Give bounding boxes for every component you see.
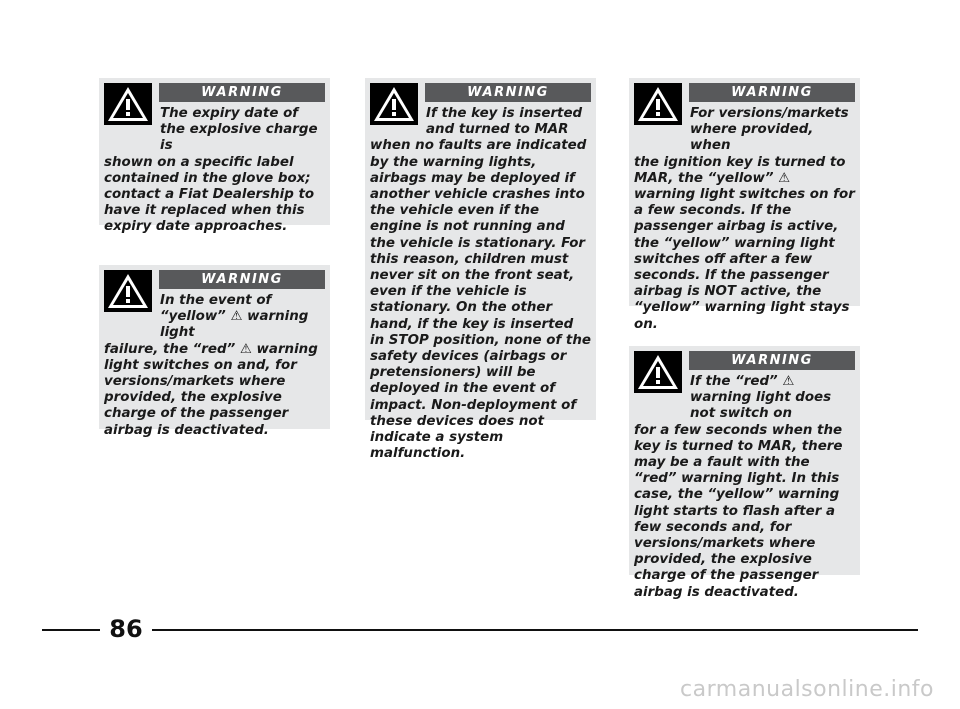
warning-text <box>104 293 325 439</box>
warning-label: WARNING <box>159 83 325 102</box>
watermark: carmanualsonline.info <box>680 677 934 702</box>
warning-box-yellow-failure <box>99 265 330 438</box>
warning-label: WARNING <box>159 270 325 289</box>
footer-rule-left <box>42 629 100 631</box>
warning-text <box>370 106 591 462</box>
warning-box-key-mar <box>365 78 596 462</box>
warning-triangle-icon <box>634 351 682 393</box>
warning-header <box>104 83 325 127</box>
warning-header <box>634 83 855 127</box>
warning-triangle-icon <box>370 83 418 125</box>
warning-lead: The expiry date of the explosive charge is <box>160 106 318 154</box>
warning-label: WARNING <box>425 83 591 102</box>
warning-box-expiry <box>99 78 330 235</box>
warning-box-red-light <box>629 346 860 600</box>
warning-box-versions-markets <box>629 78 860 332</box>
warning-label: WARNING <box>689 351 855 370</box>
warning-body: the ignition key is turned to MAR, the “yellow” ⚠ warning light switches on for a few seconds. If the passenger airbag is active, the “yellow” warning light switches off after a few seconds. If the passenger airbag is NOT active, the “yellow” warning light stays on. <box>634 154 855 332</box>
footer-rule-right <box>152 629 918 631</box>
warning-label: WARNING <box>689 83 855 102</box>
warning-triangle-icon <box>104 83 152 125</box>
warning-body: failure, the “red” ⚠ warning light switches on and, for versions/markets where provided, the explosive charge of the passenger airbag is deactivated. <box>104 341 318 438</box>
page-number: 86 <box>109 615 143 643</box>
warning-header <box>370 83 591 127</box>
warning-lead: For versions/markets where provided, when <box>690 106 849 154</box>
warning-text <box>634 106 855 333</box>
warning-body: for a few seconds when the key is turned to MAR, there may be a fault with the “red” warning light. In this case, the “yellow” warning light starts to flash after a few seconds and, for versions/markets where provided, the explosive charge of the passenger airbag is deactivated. <box>634 422 843 600</box>
warning-triangle-icon <box>104 270 152 312</box>
warning-lead: In the event of “yellow” ⚠ warning light <box>160 293 309 341</box>
warning-lead: If the key is inserted and turned to MAR <box>426 106 583 138</box>
warning-body: shown on a specific label contained in the glove box; contact a Fiat Dealership to have it replaced when this expiry date approaches. <box>104 154 315 235</box>
warning-header <box>104 270 325 314</box>
warning-text <box>634 374 855 601</box>
warning-triangle-icon <box>634 83 682 125</box>
warning-header <box>634 351 855 395</box>
warning-lead: If the “red” ⚠ warning light does not switch on <box>690 374 832 422</box>
warning-body: when no faults are indicated by the warning lights, airbags may be deployed if another vehicle crashes into the vehicle even if the engine is not running and the vehicle is stationary. For this reason, children must never sit on the front seat, even if the vehicle is stationary. On the other hand, if the key is inserted in STOP position, none of the safety devices (airbags or pretensioners) will be deployed in the event of impact. Non-deployment of these devices does not indicate a system malfunction. <box>370 138 591 462</box>
